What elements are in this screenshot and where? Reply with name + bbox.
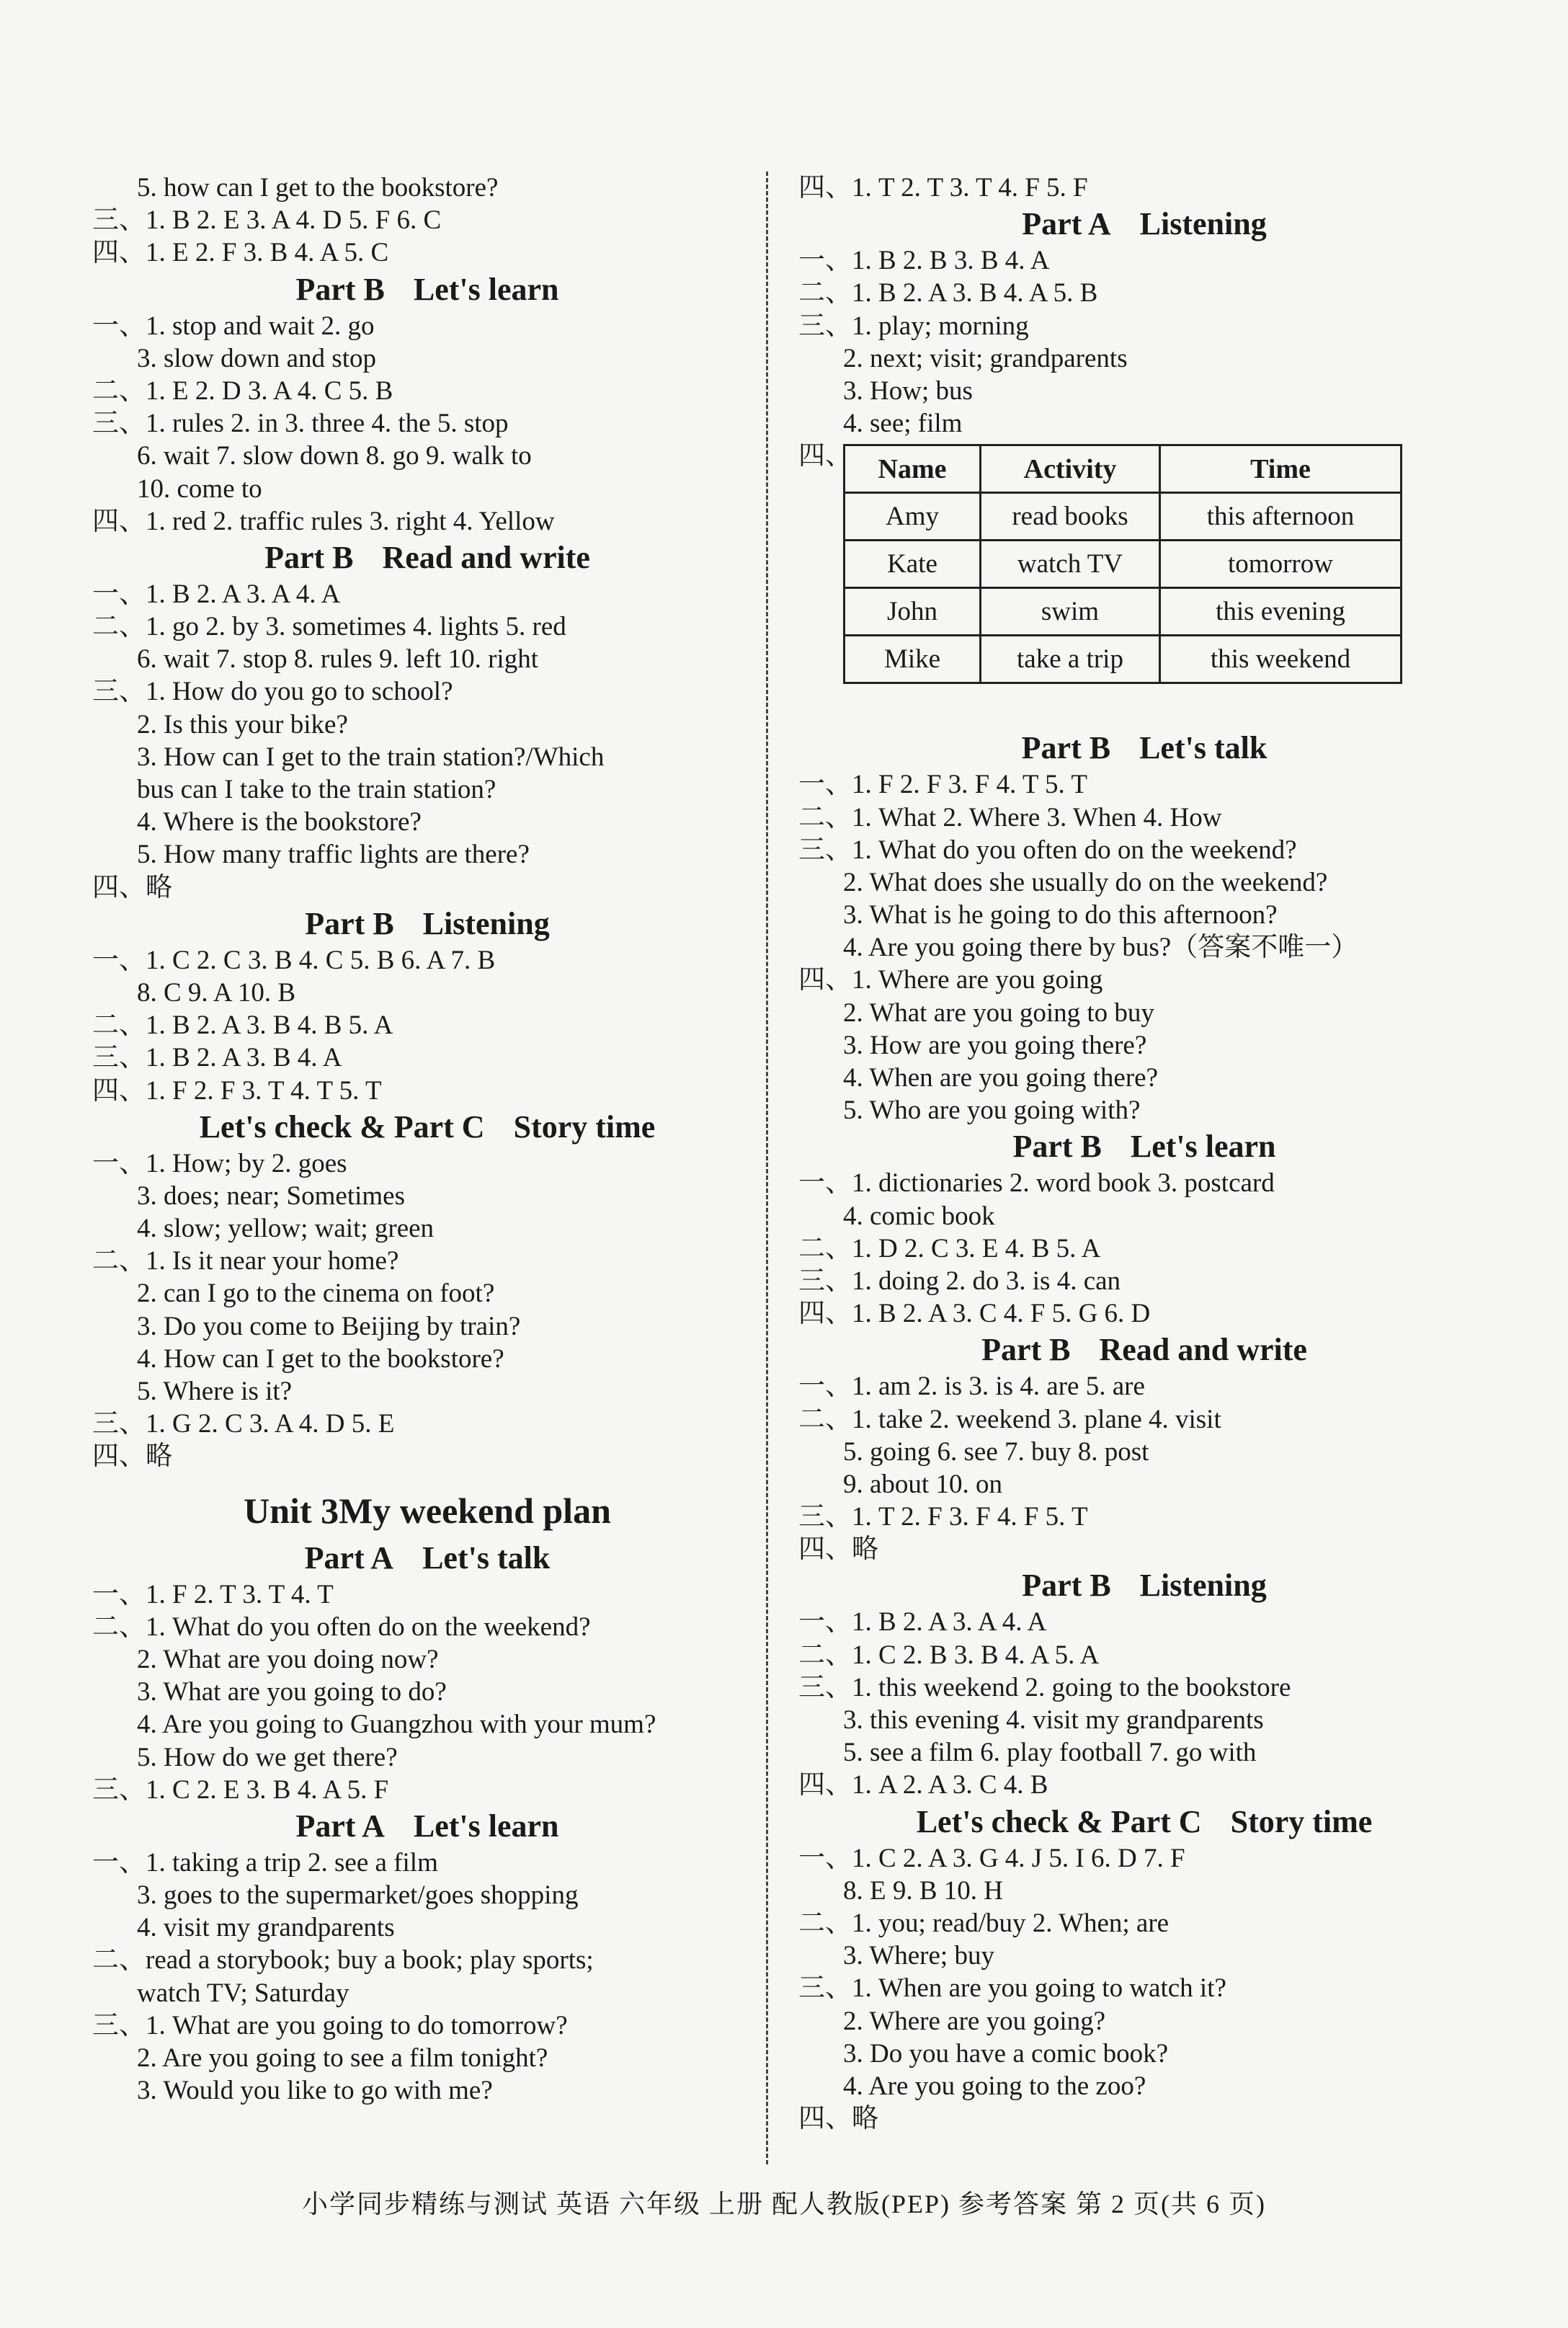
answer-line: 5. Where is it?	[137, 1377, 293, 1406]
answer-line: 四、1. B 2. A 3. C 4. F 5. G 6. D	[798, 1299, 1151, 1329]
answer-line: 三、1. this weekend 2. going to the bookstore	[798, 1672, 1291, 1702]
table-row	[845, 636, 1402, 683]
answer-line: 一、1. How; by 2. goes	[92, 1148, 347, 1178]
activity-table	[843, 444, 1402, 684]
table-row	[845, 541, 1402, 588]
answer-line: 一、1. B 2. A 3. A 4. A	[92, 579, 341, 609]
answer-line: 8. E 9. B 10. H	[843, 1875, 1003, 1906]
answer-line: 3. Where; buy	[843, 1941, 994, 1971]
answer-line: 4. Where is the bookstore?	[137, 807, 422, 838]
table-header-row	[845, 445, 1402, 493]
answer-line: 二、1. take 2. weekend 3. plane 4. visit	[798, 1404, 1221, 1434]
section-heading	[92, 538, 762, 578]
table-cell: this weekend	[1160, 636, 1402, 683]
answer-line: 四、1. red 2. traffic rules 3. right 4. Yellow	[92, 506, 555, 536]
table-cell: tomorrow	[1160, 541, 1402, 588]
answer-line: 3. does; near; Sometimes	[137, 1181, 405, 1211]
table-cell: John	[845, 588, 981, 636]
answer-line: 三、1. B 2. A 3. B 4. A	[92, 1043, 342, 1073]
answer-line: 三、1. C 2. E 3. B 4. A 5. F	[92, 1774, 389, 1805]
table-cell: this afternoon	[1160, 493, 1402, 541]
heading-part: Unit 3	[244, 1490, 339, 1531]
table-cell: Kate	[845, 541, 981, 588]
answer-line: 一、1. taking a trip 2. see a film	[92, 1847, 438, 1878]
heading-part: Let's check & Part C	[199, 1109, 485, 1145]
heading-title: Read and write	[1099, 1332, 1307, 1368]
answer-line: 二、1. What do you often do on the weekend?	[92, 1612, 591, 1642]
table-cell: swim	[981, 588, 1160, 636]
answer-line: 5. how can I get to the bookstore?	[137, 173, 499, 203]
answer-line: 二、1. B 2. A 3. B 4. B 5. A	[92, 1010, 393, 1041]
answer-line: 四、1. A 2. A 3. C 4. B	[798, 1770, 1048, 1800]
heading-title: Let's talk	[422, 1540, 551, 1576]
answer-line: 四、1. Where are you going	[798, 965, 1103, 995]
answer-line: 3. How; bus	[843, 376, 973, 406]
section-heading	[798, 1127, 1490, 1167]
answer-line: 四、1. F 2. F 3. T 4. T 5. T	[92, 1075, 382, 1106]
answer-line: 三、1. What do you often do on the weekend?	[798, 835, 1297, 865]
answer-line: 二、1. What 2. Where 3. When 4. How	[798, 802, 1222, 832]
answer-line: 三、1. play; morning	[798, 311, 1029, 341]
answer-line: 4. Are you going there by bus?（答案不唯一）	[843, 933, 1358, 963]
answer-line: 3. goes to the supermarket/goes shopping	[137, 1880, 579, 1911]
heading-title: Story time	[513, 1109, 656, 1145]
answer-line: 2. What does she usually do on the weekend?	[843, 867, 1328, 897]
answer-line: bus can I take to the train station?	[137, 775, 496, 804]
table-cell: Amy	[845, 493, 981, 541]
answer-line: 5. Who are you going with?	[843, 1096, 1141, 1126]
answer-line: 二、1. you; read/buy 2. When; are	[798, 1908, 1170, 1938]
answer-line: 一、1. B 2. A 3. A 4. A	[798, 1607, 1047, 1638]
heading-part: Part B	[264, 539, 354, 575]
column-divider	[766, 172, 768, 2164]
heading-title: Read and write	[382, 539, 590, 575]
answer-line: 三、1. G 2. C 3. A 4. D 5. E	[92, 1409, 395, 1439]
answer-line: 二、1. D 2. C 3. E 4. B 5. A	[798, 1233, 1101, 1263]
answer-line: 一、1. dictionaries 2. word book 3. postcard	[798, 1168, 1275, 1199]
answer-line: 三、1. How do you go to school?	[92, 677, 453, 707]
heading-part: Part A	[1022, 206, 1111, 242]
answer-line: 一、1. am 2. is 3. is 4. are 5. are	[798, 1372, 1145, 1402]
answer-line: 3. this evening 4. visit my grandparents	[843, 1705, 1264, 1735]
table-cell: Mike	[845, 636, 981, 683]
header-activity: Activity	[981, 445, 1160, 493]
answer-line: 2. can I go to the cinema on foot?	[137, 1279, 495, 1309]
answer-line: 二、1. C 2. B 3. B 4. A 5. A	[798, 1640, 1100, 1670]
right-column-top	[798, 172, 1490, 440]
right-column	[798, 172, 1490, 2135]
answer-line: 2. Where are you going?	[843, 2006, 1106, 2036]
answer-line: 3. Would you like to go with me?	[137, 2076, 493, 2106]
heading-part: Part B	[305, 905, 394, 941]
left-column	[92, 172, 762, 2107]
answer-line: 5. going 6. see 7. buy 8. post	[843, 1436, 1149, 1467]
table-section-mark: 四、	[798, 441, 852, 471]
section-heading	[92, 270, 762, 310]
answer-line: 二、1. Is it near your home?	[92, 1246, 399, 1276]
section-heading	[798, 728, 1490, 768]
answer-line: 4. visit my grandparents	[137, 1913, 395, 1943]
heading-part: Part A	[295, 1808, 385, 1844]
answer-line: 3. How are you going there?	[843, 1030, 1147, 1060]
activity-table-block	[798, 440, 1490, 728]
answer-line: 4. Are you going to the zoo?	[843, 2071, 1146, 2101]
section-heading	[92, 1538, 762, 1578]
heading-title: Listening	[1139, 206, 1267, 242]
heading-title: Listening	[1139, 1568, 1267, 1604]
answer-line: 2. What are you doing now?	[137, 1644, 439, 1674]
answer-line: 3. Do you have a comic book?	[843, 2038, 1169, 2069]
answer-line: 二、1. E 2. D 3. A 4. C 5. B	[92, 376, 393, 406]
section-heading	[798, 204, 1490, 244]
answer-line: 2. Are you going to see a film tonight?	[137, 2043, 548, 2073]
answer-line: 8. C 9. A 10. B	[137, 977, 295, 1008]
answer-line: 一、1. F 2. F 3. F 4. T 5. T	[798, 770, 1087, 800]
section-heading	[92, 904, 762, 944]
answer-line: 4. When are you going there?	[843, 1063, 1158, 1093]
heading-title: Let's learn	[413, 271, 559, 307]
answer-line: 9. about 10. on	[843, 1469, 1002, 1499]
answer-line: 5. see a film 6. play football 7. go with	[843, 1738, 1257, 1768]
answer-line: 三、1. doing 2. do 3. is 4. can	[798, 1266, 1121, 1296]
header-time: Time	[1160, 445, 1402, 493]
answer-line: 4. Are you going to Guangzhou with your mum?	[137, 1710, 656, 1740]
answer-line: 3. What is he going to do this afternoon?	[843, 900, 1278, 930]
answer-line: 4. slow; yellow; wait; green	[137, 1214, 435, 1244]
answer-line: 3. Do you come to Beijing by train?	[137, 1311, 521, 1341]
heading-title: My weekend plan	[339, 1490, 611, 1531]
answer-line: 4. How can I get to the bookstore?	[137, 1343, 504, 1374]
section-heading	[798, 1330, 1490, 1370]
answer-line: 一、1. stop and wait 2. go	[92, 311, 375, 341]
answer-line: 二、read a storybook; buy a book; play sports;	[92, 1945, 594, 1976]
answer-line: 6. wait 7. stop 8. rules 9. left 10. right	[137, 644, 538, 675]
answer-line: 四、1. T 2. T 3. T 4. F 5. F	[798, 173, 1088, 203]
header-name: Name	[845, 445, 981, 493]
answer-line: 四、1. E 2. F 3. B 4. A 5. C	[92, 238, 389, 268]
answer-line: 3. slow down and stop	[137, 343, 376, 373]
answer-line: 4. see; film	[843, 409, 963, 439]
answer-line: 2. What are you going to buy	[843, 998, 1154, 1028]
table-cell: this evening	[1160, 588, 1402, 636]
table-row	[845, 493, 1402, 541]
answer-line: 三、1. rules 2. in 3. three 4. the 5. stop	[92, 409, 509, 439]
heading-part: Part B	[295, 271, 385, 307]
answer-line: 5. How many traffic lights are there?	[137, 840, 530, 870]
right-column-bottom	[798, 728, 1490, 2135]
table-row	[845, 588, 1402, 636]
heading-part: Part B	[981, 1332, 1071, 1368]
answer-line: 一、1. F 2. T 3. T 4. T	[92, 1579, 334, 1609]
answer-line: 三、1. What are you going to do tomorrow?	[92, 2010, 568, 2040]
answer-line: 一、1. B 2. B 3. B 4. A	[798, 246, 1050, 276]
heading-title: Let's talk	[1139, 730, 1268, 766]
answer-line: 三、1. When are you going to watch it?	[798, 1973, 1226, 2004]
answer-line: 一、1. C 2. C 3. B 4. C 5. B 6. A 7. B	[92, 945, 496, 975]
answer-line: 2. Is this your bike?	[137, 709, 348, 739]
answer-line: 4. comic book	[843, 1201, 995, 1231]
unit-heading	[92, 1483, 762, 1538]
section-heading	[92, 1806, 762, 1847]
answer-line: 3. How can I get to the train station?/Which	[137, 742, 605, 772]
answer-line: watch TV; Saturday	[137, 1978, 349, 2008]
heading-part: Part B	[1012, 1129, 1102, 1165]
answer-line: 2. next; visit; grandparents	[843, 343, 1128, 373]
heading-part: Let's check & Part C	[916, 1803, 1202, 1839]
section-heading	[92, 1107, 762, 1147]
heading-title: Story time	[1230, 1803, 1373, 1839]
answer-line: 二、1. go 2. by 3. sometimes 4. lights 5. red	[92, 612, 566, 642]
heading-title: Let's learn	[413, 1808, 559, 1844]
answer-line: 四、略	[798, 2104, 878, 2134]
answer-line: 四、略	[798, 1534, 878, 1565]
table-cell: watch TV	[981, 541, 1160, 588]
heading-part: Part B	[1022, 1568, 1111, 1604]
section-heading	[798, 1565, 1490, 1606]
heading-title: Let's learn	[1130, 1129, 1276, 1165]
page-footer: 小学同步精练与测试 英语 六年级 上册 配人教版(PEP) 参考答案 第 2 页(共 6 页)	[302, 2190, 1266, 2218]
table-cell: take a trip	[981, 636, 1160, 683]
answer-line: 三、1. T 2. F 3. F 4. F 5. T	[798, 1502, 1088, 1532]
answer-line: 10. come to	[137, 474, 262, 504]
heading-part: Part A	[304, 1540, 394, 1576]
answer-line: 二、1. B 2. A 3. B 4. A 5. B	[798, 278, 1098, 308]
answer-line: 四、略	[92, 872, 172, 902]
answer-line: 一、1. C 2. A 3. G 4. J 5. I 6. D 7. F	[798, 1843, 1185, 1873]
table-cell: read books	[981, 493, 1160, 541]
answer-line: 3. What are you going to do?	[137, 1677, 447, 1707]
section-heading	[798, 1802, 1490, 1842]
heading-part: Part B	[1021, 730, 1111, 766]
answer-line: 5. How do we get there?	[137, 1742, 398, 1772]
answer-line: 三、1. B 2. E 3. A 4. D 5. F 6. C	[92, 205, 442, 236]
heading-title: Listening	[422, 905, 550, 941]
answer-line: 四、略	[92, 1441, 172, 1472]
answer-line: 6. wait 7. slow down 8. go 9. walk to	[137, 441, 532, 471]
